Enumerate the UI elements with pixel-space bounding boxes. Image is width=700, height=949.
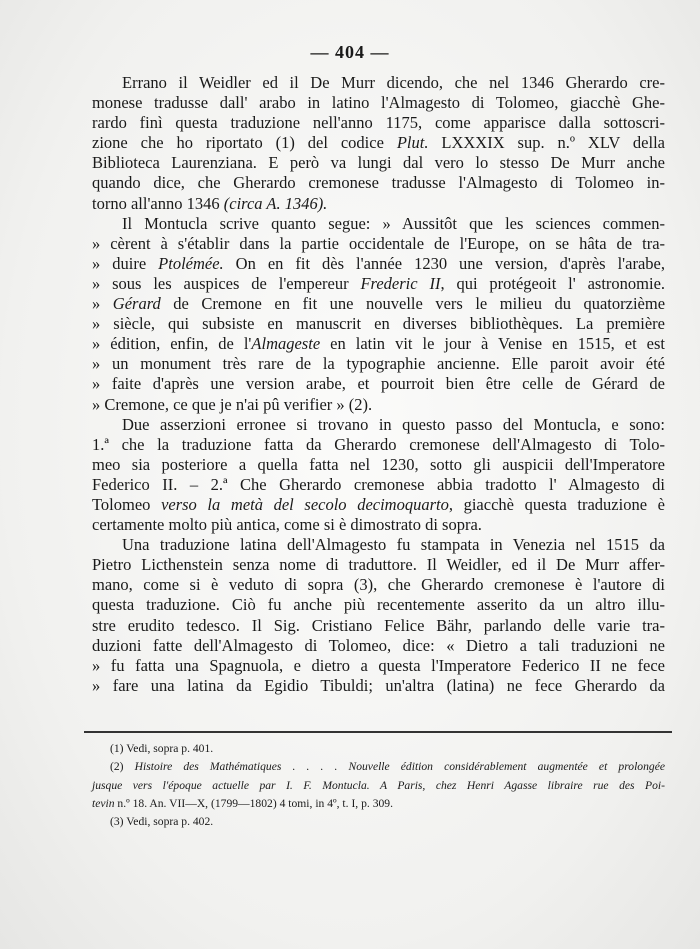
text-fragment: sous les auspices de l'empereur [112, 273, 349, 293]
text-line: duzioni fatte dell'Almagesto di Tolomeo, dice: « Dietro a tali traduzioni ne [92, 635, 665, 655]
footnote-2-line-3 [92, 795, 665, 813]
italic-fragment: tevin [92, 796, 115, 810]
text-line: » fu fatta una Spagnuola, e dietro a questa l'Imperatore Federico II ne fece [92, 656, 665, 676]
text-line [92, 334, 665, 354]
text-line: Federico II. – 2.ª Che Gherardo cremonese abbia tradotto l' Almagesto di [92, 474, 665, 494]
body-text [92, 73, 665, 696]
footnotes [92, 740, 665, 831]
footnote-label: (2) [110, 760, 124, 774]
italic-fragment: Gérard [112, 294, 161, 314]
text-line: rardo finì questa traduzione nell'anno 1175, come apparisce dalla sottoscri- [92, 113, 665, 133]
text-line: meo sia posteriore a quella fatta nel 1230, sotto gli auspicii dell'Imperatore [92, 454, 665, 474]
text-fragment: duire [112, 253, 147, 273]
italic-fragment: (circa A. 1346). [223, 193, 328, 213]
text-line: Il Montucla scrive quanto segue: » Aussitôt que les sciences commen- [122, 213, 665, 233]
footnote-3: (3) Vedi, sopra p. 402. [110, 815, 214, 829]
text-line: Una traduzione latina dell'Almagesto fu stampata in Venezia nel 1515 da [122, 535, 665, 555]
text-fragment: , qui protégeoit l' astronomie. [440, 273, 666, 293]
text-line: » un monument très rare de la typographie ancienne. Elle paroit avoir été [92, 354, 665, 374]
text-line: Errano il Weidler ed il De Murr dicendo, che nel 1346 Gherardo cre- [122, 73, 665, 92]
text-line: » fare una latina da Egidio Tibuldi; un'altra (latina) ne fece Gherardo da [92, 676, 665, 696]
text-line [92, 274, 665, 294]
text-line: Biblioteca Laurenziana. E però va lungi dal vero lo stesso De Murr anche [92, 153, 665, 173]
text-line: quando dice, che Gherardo cremonese tradusse l'Almagesto di Tolomeo in- [92, 173, 665, 193]
italic-fragment: Plut. [396, 133, 429, 153]
italic-fragment: Almageste [251, 334, 321, 354]
footnote-2 [92, 758, 665, 776]
text-line: » faite d'après une version arabe, et pourroit bien être celle de Gérard de [92, 374, 665, 394]
italic-fragment: Histoire des Mathématiques . . . . Nouvelle édition considérablement augmentée et prolongée [134, 760, 665, 774]
footnote-1: (1) Vedi, sopra p. 401. [110, 742, 214, 755]
text-fragment: , giacchè questa traduzione è [448, 494, 665, 514]
text-line: » siècle, qui subsiste en manuscrit en diverses bibliothèques. La première [92, 314, 665, 334]
text-fragment: Tolomeo [92, 494, 151, 514]
text-fragment: n.º 18. An. VII—X, (1799—1802) 4 tomi, in 4º, t. I, p. 309. [114, 796, 393, 810]
text-line: Due asserzioni erronee si trovano in questo passo del Montucla, e sono: [122, 414, 665, 434]
text-line [92, 495, 665, 515]
text-line [92, 294, 665, 314]
text-line [92, 194, 665, 214]
italic-fragment: verso la metà del secolo decimoquarto [161, 494, 449, 514]
text-fragment: zione che ho riportato (1) del codice [92, 133, 384, 153]
text-fragment: en latin vit le jour à Venise en 1515, et est [320, 334, 665, 354]
text-line: » Cremone, ce que je n'ai pû verifier » (2). [92, 395, 665, 415]
footnote-rule [84, 731, 672, 733]
text-fragment: torno all'anno 1346 [92, 193, 220, 213]
text-line [92, 133, 665, 153]
text-line: monese tradusse dall' arabo in latino l'Almagesto di Tolomeo, giacchè Ghe- [92, 93, 665, 113]
text-line: stre erudito tedesco. Il Sig. Cristiano Felice Bähr, parlando delle varie tra- [92, 615, 665, 635]
italic-fragment: Ptolémée. [158, 253, 224, 273]
text-fragment: On en fit dès l'année 1230 une version, d'après l'arabe, [223, 253, 665, 273]
text-fragment: de Cremone en fit une nouvelle vers le milieu du quatorzième [173, 294, 666, 314]
text-line: questa traduzione. Ciò fu anche più recentemente asserito da un altro illu- [92, 595, 665, 615]
page-number: — 404 — [310, 42, 390, 62]
italic-fragment: Frederic II [360, 273, 441, 293]
text-line [92, 254, 665, 274]
text-line: mano, come si è veduto di sopra (3), che Gherardo cremonese è l'autore di [92, 575, 665, 595]
text-fragment: édition, enfin, de l' [110, 334, 252, 354]
footnote-2-line-2: jusque vers l'époque actuelle par I. F. Montucla. A Paris, chez Henri Agasse libraire rue des Poi- [92, 778, 665, 792]
text-line: 1.ª che la traduzione fatta da Gherardo cremonese dell'Almagesto di Tolo- [92, 434, 665, 454]
text-line: certamente molto più antica, come si è dimostrato di sopra. [92, 515, 482, 535]
text-line: Pietro Licthenstein senza nome di traduttore. Il Weidler, ed il De Murr affer- [92, 555, 665, 575]
text-fragment: LXXXIX sup. n.º XLV della [428, 133, 666, 153]
text-line: » cèrent à s'établir dans la partie occidentale de l'Europe, on se hâta de tra- [92, 234, 665, 254]
